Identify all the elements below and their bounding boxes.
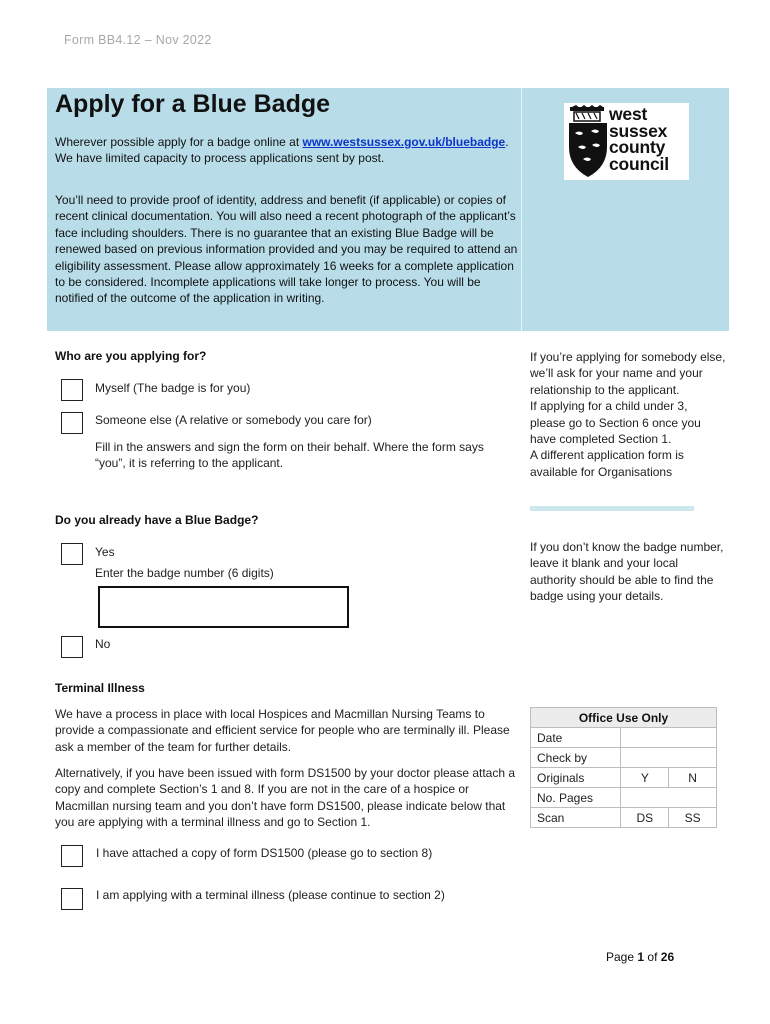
form-reference: Form BB4.12 – Nov 2022 bbox=[64, 33, 212, 47]
council-crest-icon bbox=[566, 105, 610, 179]
page-word: Page bbox=[606, 950, 635, 964]
applying-for-side-note: If you’re applying for somebody else, we’ll ask for your name and your relationship to the applicant. If applying for a child under 3, please go to Section 6 once you have completed Section 1. A different application form is available for Organisations bbox=[530, 350, 726, 479]
office-row-label: Scan bbox=[531, 808, 621, 828]
checkbox-ds1500-attached[interactable] bbox=[61, 845, 83, 867]
office-row-value bbox=[621, 748, 717, 768]
question-applying-for: Who are you applying for? bbox=[55, 349, 207, 363]
checkbox-yes[interactable] bbox=[61, 543, 83, 565]
terminal-illness-heading: Terminal Illness bbox=[55, 681, 145, 695]
terminal-illness-para2: Alternatively, if you have been issued with form DS1500 by your doctor please attach a copy and complete Section’s 1 and 8. If you are not in the care of a hospice or Macmillan nursing team and you don’t have form DS1500, please indicate below that you are applying with a terminal illness and go to Section 1. bbox=[55, 766, 516, 830]
office-row-label: Originals bbox=[531, 768, 621, 788]
table-row bbox=[531, 728, 717, 748]
badge-number-input[interactable] bbox=[98, 586, 349, 628]
office-row-value-y: Y bbox=[621, 768, 669, 788]
someone-else-note: Fill in the answers and sign the form on their behalf. Where the form says “you”, it is referring to the applicant. bbox=[95, 440, 484, 471]
council-logo-text bbox=[609, 106, 669, 172]
option-ds1500-attached-label: I have attached a copy of form DS1500 (please go to section 8) bbox=[96, 846, 433, 860]
intro-text-after: . We have limited capacity to process applications sent by post. bbox=[55, 135, 509, 166]
office-row-value bbox=[621, 788, 717, 808]
office-row-value-n: N bbox=[669, 768, 717, 788]
logo-line-county: county bbox=[609, 137, 666, 157]
option-yes-label: Yes bbox=[95, 545, 115, 559]
office-row-value-ss: SS bbox=[669, 808, 717, 828]
office-use-heading: Office Use Only bbox=[531, 708, 717, 728]
logo-line-west: west bbox=[609, 104, 648, 124]
badge-number-prompt: Enter the badge number (6 digits) bbox=[95, 566, 274, 580]
sidebar-divider bbox=[530, 506, 694, 511]
option-terminal-illness-label: I am applying with a terminal illness (please continue to section 2) bbox=[96, 888, 445, 902]
office-use-header-row bbox=[531, 708, 717, 728]
option-myself-label: Myself (The badge is for you) bbox=[95, 381, 251, 395]
checkbox-no[interactable] bbox=[61, 636, 83, 658]
office-row-label: Date bbox=[531, 728, 621, 748]
checkbox-myself[interactable] bbox=[61, 379, 83, 401]
checkbox-terminal-illness[interactable] bbox=[61, 888, 83, 910]
table-row bbox=[531, 768, 717, 788]
intro-text-before: Wherever possible apply for a badge online at bbox=[55, 135, 300, 149]
office-row-value-ds: DS bbox=[621, 808, 669, 828]
council-logo bbox=[564, 103, 689, 180]
requirements-paragraph: You’ll need to provide proof of identity, address and benefit (if applicable) or copies of recent clinical documentation. You will also need a recent photograph of the applicant’s face including shoulders. There is no guarantee that an existing Blue Badge will be renewed based on previous information provided and you may be required to attend an eligibility assessment. Please allow approximately 16 weeks for a complete application to be considered. Incomplete applications will take longer to process. You will be notified of the outcome of the application in writing. bbox=[55, 193, 518, 306]
bluebadge-link[interactable]: www.westsussex.gov.uk/bluebadge bbox=[302, 135, 506, 149]
option-no-label: No bbox=[95, 637, 111, 651]
banner-divider bbox=[521, 88, 522, 331]
office-row-label: No. Pages bbox=[531, 788, 621, 808]
question-existing-badge: Do you already have a Blue Badge? bbox=[55, 513, 259, 527]
page-total: 26 bbox=[660, 950, 675, 964]
office-row-label: Check by bbox=[531, 748, 621, 768]
option-someone-else-label: Someone else (A relative or somebody you care for) bbox=[95, 413, 372, 427]
page-title: Apply for a Blue Badge bbox=[55, 90, 331, 118]
checkbox-someone-else[interactable] bbox=[61, 412, 83, 434]
logo-line-council: council bbox=[609, 153, 669, 174]
table-row bbox=[531, 788, 717, 808]
table-row bbox=[531, 748, 717, 768]
logo-line-sussex: sussex bbox=[609, 120, 668, 141]
of-word: of bbox=[647, 950, 658, 964]
table-row bbox=[531, 808, 717, 828]
badge-number-side-note: If you don’t know the badge number, leave it blank and your local authority should be able to find the badge using your details. bbox=[530, 540, 724, 604]
intro-paragraph bbox=[55, 134, 515, 167]
terminal-illness-para1: We have a process in place with local Hospices and Macmillan Nursing Teams to provide a compassionate and efficient service for people who are terminally ill. Please ask a member of the team for further details. bbox=[55, 707, 510, 754]
office-use-table bbox=[530, 707, 717, 828]
page-number bbox=[606, 950, 674, 964]
office-row-value bbox=[621, 728, 717, 748]
page-current: 1 bbox=[637, 950, 645, 964]
